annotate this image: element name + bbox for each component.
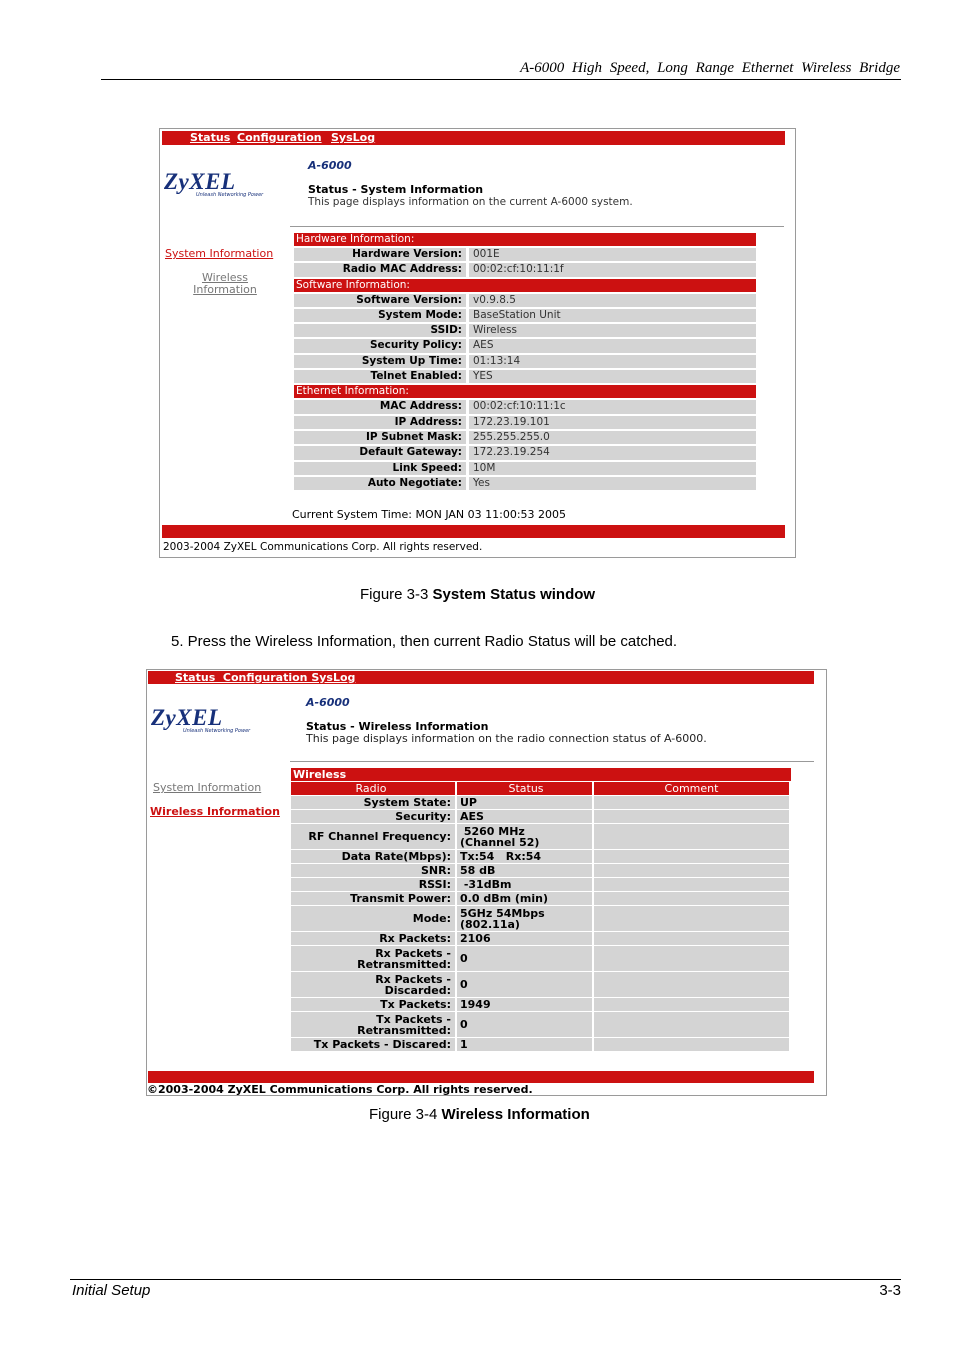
row-status: 0 [457,972,592,997]
page-description: This page displays information on the radio connection status of A-6000. [306,732,707,745]
row-comment [594,796,789,809]
caption-bold: System Status window [432,586,596,603]
row-label: Rx Packets - Discarded: [291,972,455,997]
current-system-time: Current System Time: MON JAN 03 11:00:53 2005 [292,508,567,521]
row-status: 2106 [457,932,592,945]
row-status: 0 [457,946,592,971]
row-label: RF Channel Frequency: [291,824,455,849]
section-header: Ethernet Information: [294,385,756,398]
copyright: 2003-2004 ZyXEL Communications Corp. All rights reserved. [163,541,483,553]
row-status: AES [457,810,592,823]
row-comment [594,878,789,891]
figure-3-4-caption [369,1106,590,1123]
row-comment [594,1038,789,1051]
table-row [294,263,756,276]
caption-bold: Wireless Information [441,1106,590,1123]
table-row [294,416,756,429]
table-row [291,850,789,863]
table-row [291,796,789,809]
row-label: System State: [291,796,455,809]
row-value: Wireless [469,324,756,337]
row-value: 172.23.19.101 [469,416,756,429]
table-row [291,932,789,945]
row-comment [594,892,789,905]
row-comment [594,998,789,1011]
row-label: Hardware Version: [294,248,466,261]
row-label: Telnet Enabled: [294,370,466,383]
sidebar-wireless-line1: Wireless [201,271,249,284]
row-value: 10M [469,462,756,475]
footer-page-number: 3-3 [879,1282,901,1299]
row-label: Transmit Power: [291,892,455,905]
row-label: SNR: [291,864,455,877]
nav-configuration[interactable]: Configuration [237,131,322,144]
row-value: 01:13:14 [469,355,756,368]
row-label: IP Subnet Mask: [294,431,466,444]
row-comment [594,864,789,877]
table-row [294,339,756,352]
row-status: 0.0 dBm (min) [457,892,592,905]
row-status: 0 [457,1012,592,1037]
row-label: System Up Time: [294,355,466,368]
footer-rule [70,1279,901,1280]
row-comment [594,850,789,863]
row-label: SSID: [294,324,466,337]
table-row [294,370,756,383]
figure-system-status [159,128,796,558]
row-status: 1 [457,1038,592,1051]
row-value: BaseStation Unit [469,309,756,322]
table-row [291,1038,789,1051]
system-info-table [294,233,756,492]
row-comment [594,932,789,945]
table-row [291,892,789,905]
row-value: 00:02:cf:10:11:1c [469,400,756,413]
row-comment [594,946,789,971]
header-rule [101,79,901,80]
column-header: Status [457,782,592,795]
row-label: Security Policy: [294,339,466,352]
row-label: MAC Address: [294,400,466,413]
table-row [291,810,789,823]
footer-bar [162,525,785,538]
row-label: Data Rate(Mbps): [291,850,455,863]
section-header: Hardware Information: [294,233,756,246]
row-label: Tx Packets - Discared: [291,1038,455,1051]
table-row [294,248,756,261]
row-status: UP [457,796,592,809]
sidebar-wireless-information[interactable] [190,272,260,296]
nav-status[interactable]: Status [190,131,231,144]
row-status: 5260 MHz (Channel 52) [457,824,592,849]
page-header-title: A-6000 High Speed, Long Range Ethernet Wireless Bridge [520,60,900,76]
title-divider [290,226,784,227]
table-row [294,431,756,444]
section-header: Wireless [291,768,791,781]
row-label: Software Version: [294,294,466,307]
row-status: Tx:54 Rx:54 [457,850,592,863]
row-status: -31dBm [457,878,592,891]
row-label: Tx Packets - Retransmitted: [291,1012,455,1037]
row-label: Rx Packets: [291,932,455,945]
caption-prefix: Figure 3-3 [360,586,433,603]
row-value: v0.9.8.5 [469,294,756,307]
logo-tagline: Unleash Networking Power [196,192,264,198]
table-row [291,864,789,877]
table-row [294,400,756,413]
zyxel-logo: ZyXEL [151,705,223,730]
row-label: Link Speed: [294,462,466,475]
sidebar-system-information[interactable]: System Information [153,781,262,794]
table-row [294,309,756,322]
row-label: Radio MAC Address: [294,263,466,276]
row-comment [594,906,789,931]
sidebar-wireless-information[interactable]: Wireless Information [150,805,280,818]
row-label: Default Gateway: [294,446,466,459]
table-row [291,878,789,891]
column-header-row [291,782,789,795]
column-header: Radio [291,782,455,795]
caption-prefix: Figure 3-4 [369,1106,442,1123]
nav-syslog[interactable]: SysLog [331,131,376,144]
table-row [294,294,756,307]
row-comment [594,810,789,823]
page-title: Status - System Information [308,183,484,196]
section-header: Software Information: [294,279,756,292]
table-row [291,906,789,931]
row-status: 1949 [457,998,592,1011]
footer-chapter: Initial Setup [72,1282,151,1299]
nav-bar [162,131,785,145]
table-row [291,1012,789,1037]
copyright: ©2003-2004 ZyXEL Communications Corp. All rights reserved. [147,1083,533,1096]
model-name: A-6000 [306,696,350,709]
footer-bar [148,1071,814,1083]
step-instruction: 5. Press the Wireless Information, then current Radio Status will be catched. [171,633,678,650]
page-title: Status - Wireless Information [306,720,489,733]
row-label: Auto Negotiate: [294,477,466,490]
row-label: IP Address: [294,416,466,429]
row-comment [594,1012,789,1037]
row-value: 255.255.255.0 [469,431,756,444]
row-comment [594,972,789,997]
page-description: This page displays information on the current A-6000 system. [308,196,633,208]
figure-3-3-caption [360,586,595,603]
row-label: System Mode: [294,309,466,322]
table-row [291,946,789,971]
table-row [294,355,756,368]
model-name: A-6000 [308,159,352,172]
logo-tagline: Unleash Networking Power [183,728,251,734]
row-status: 5GHz 54Mbps (802.11a) [457,906,592,931]
table-row [291,972,789,997]
column-header: Comment [594,782,789,795]
figure-wireless-information [146,669,827,1096]
row-value: YES [469,370,756,383]
row-value: Yes [469,477,756,490]
nav-bar [148,671,814,684]
table-row [294,324,756,337]
table-row [294,477,756,490]
row-value: 00:02:cf:10:11:1f [469,263,756,276]
zyxel-logo: ZyXEL [164,169,236,194]
row-value: AES [469,339,756,352]
table-row [291,824,789,849]
sidebar-wireless-line2: Information [193,283,257,296]
row-value: 001E [469,248,756,261]
sidebar-system-information[interactable]: System Information [165,247,274,260]
row-value: 172.23.19.254 [469,446,756,459]
row-label: Rx Packets - Retransmitted: [291,946,455,971]
nav-links[interactable]: Status Configuration SysLog [175,671,356,684]
table-row [294,462,756,475]
table-row [294,446,756,459]
table-row [291,998,789,1011]
row-label: Mode: [291,906,455,931]
title-divider [290,761,814,762]
row-label: RSSI: [291,878,455,891]
row-label: Security: [291,810,455,823]
row-status: 58 dB [457,864,592,877]
row-label: Tx Packets: [291,998,455,1011]
wireless-info-table [291,768,789,1052]
row-comment [594,824,789,849]
